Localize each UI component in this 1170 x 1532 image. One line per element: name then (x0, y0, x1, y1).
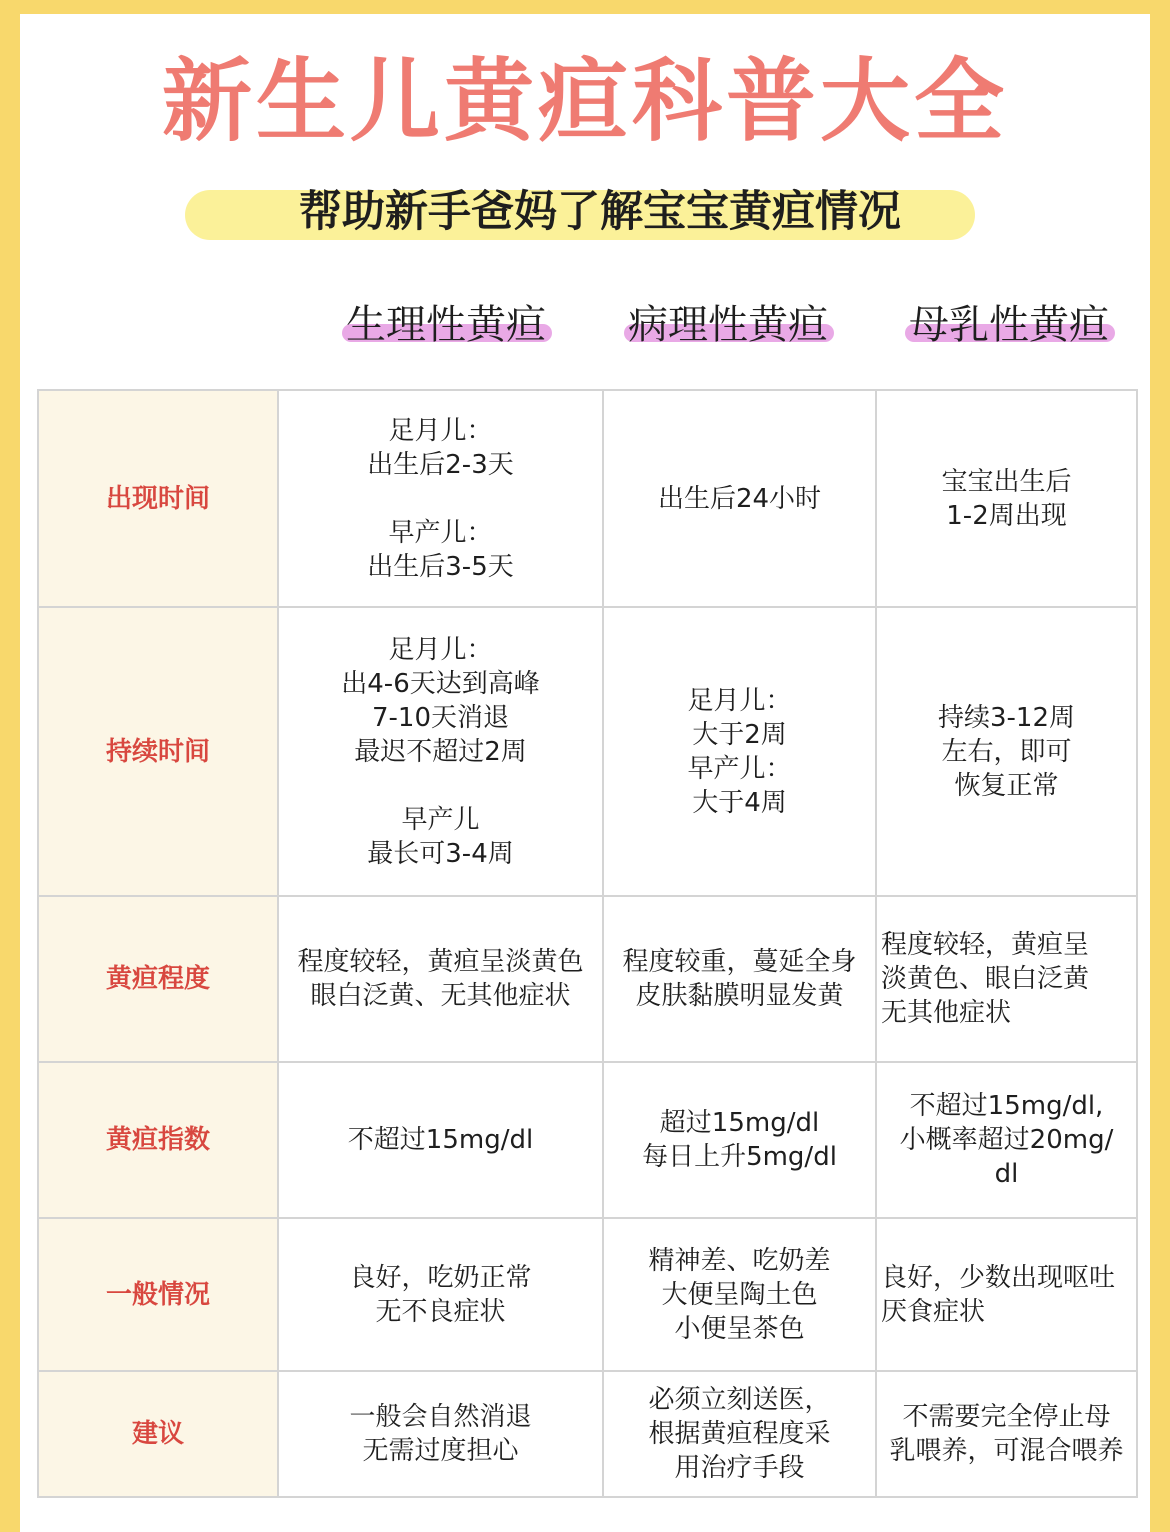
column-header-physiological (296, 290, 596, 360)
table-cell (278, 607, 603, 896)
row-header: 建议 (38, 1371, 278, 1497)
table-cell (603, 607, 876, 896)
table-row (38, 607, 1137, 896)
cell-text: 不需要完全停止母 乳喂养，可混合喂养 (889, 1402, 1124, 1466)
column-header-pathological (578, 290, 878, 360)
cell-text: 足月儿： 出生后2-3天 早产儿： 出生后3-5天 (367, 415, 514, 582)
comparison-table (37, 389, 1138, 1498)
table-cell (876, 896, 1137, 1062)
table-cell (603, 896, 876, 1062)
column-header-label: 生理性黄疸 (346, 302, 546, 348)
cell-text: 不超过15mg/dl (347, 1125, 534, 1155)
cell-text: 良好，吃奶正常 无不良症状 (349, 1262, 532, 1327)
cell-text: 必须立刻送医， 根据黄疸程度采 用治疗手段 (648, 1385, 831, 1483)
row-header: 一般情况 (38, 1218, 278, 1371)
table-cell (876, 1371, 1137, 1497)
cell-text: 精神差、吃奶差 大便呈陶土色 小便呈茶色 (648, 1245, 831, 1344)
cell-text: 程度较重，蔓延全身 皮肤黏膜明显发黄 (622, 947, 857, 1011)
cell-text: 程度较轻，黄疸呈淡黄色 眼白泛黄、无其他症状 (297, 947, 584, 1011)
cell-text: 程度较轻，黄疸呈 淡黄色、眼白泛黄 无其他症状 (881, 930, 1090, 1028)
table-cell (876, 1062, 1137, 1218)
page-title: 新生儿黄疸科普大全 (162, 49, 1008, 154)
row-header: 持续时间 (38, 607, 278, 896)
table-cell (603, 1218, 876, 1371)
table-cell (278, 1218, 603, 1371)
cell-text: 一般会自然消退 无需过度担心 (349, 1402, 532, 1466)
table-row (38, 1062, 1137, 1218)
row-header: 黄疸指数 (38, 1062, 278, 1218)
table-cell (603, 1062, 876, 1218)
table-cell (876, 1218, 1137, 1371)
row-header: 出现时间 (38, 390, 278, 607)
table-cell (603, 390, 876, 607)
cell-text: 足月儿： 出4-6天达到高峰 7-10天消退 最迟不超过2周 早产儿 最长可3-4周 (341, 634, 540, 869)
table-row (38, 390, 1137, 607)
table-cell (278, 1371, 603, 1497)
table-cell (278, 1062, 603, 1218)
cell-text: 出生后24小时 (657, 483, 822, 514)
page-subtitle: 帮助新手爸妈了解宝宝黄疸情况 (299, 187, 901, 237)
column-header-label: 病理性黄疸 (628, 302, 828, 348)
column-header-breastmilk (859, 290, 1159, 360)
row-header: 黄疸程度 (38, 896, 278, 1062)
table-cell (278, 896, 603, 1062)
table-row (38, 896, 1137, 1062)
cell-text: 足月儿： 大于2周 早产儿： 大于4周 (687, 685, 792, 818)
cell-text: 超过15mg/dl 每日上升5mg/dl (642, 1108, 837, 1172)
table-row (38, 1371, 1137, 1497)
column-header-label: 母乳性黄疸 (909, 302, 1109, 348)
cell-text: 良好，少数出现呕吐 厌食症状 (881, 1262, 1116, 1327)
table-cell (876, 390, 1137, 607)
table-cell (876, 607, 1137, 896)
table-row (38, 1218, 1137, 1371)
table-cell (603, 1371, 876, 1497)
table-cell (278, 390, 603, 607)
cell-text: 不超过15mg/dl, 小概率超过20mg/ dl (899, 1091, 1114, 1189)
cell-text: 持续3-12周 左右，即可 恢复正常 (937, 702, 1075, 801)
cell-text: 宝宝出生后 1-2周出现 (941, 466, 1072, 531)
